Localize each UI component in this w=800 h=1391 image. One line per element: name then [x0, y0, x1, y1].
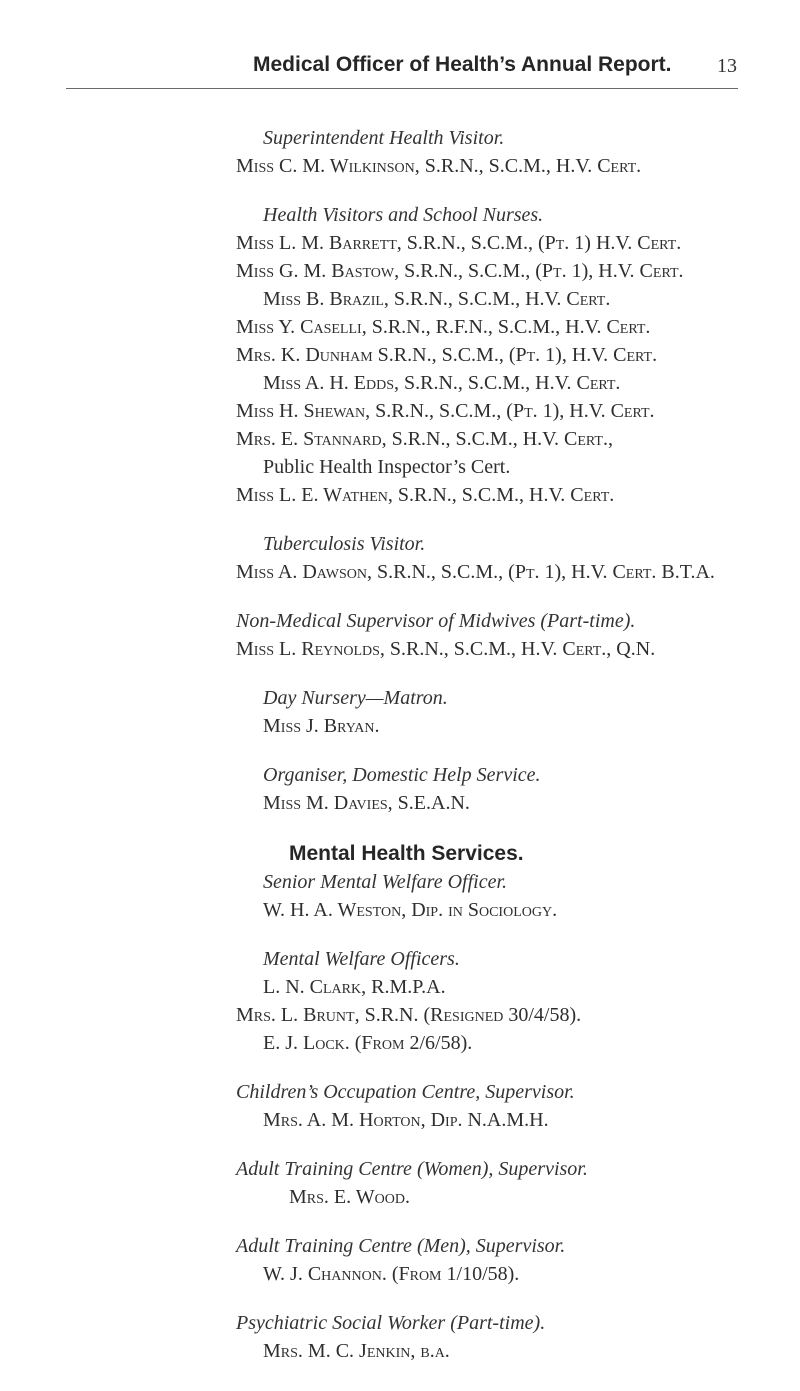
section-title-mwo: Mental Welfare Officers.: [263, 948, 460, 970]
header-rule: [66, 88, 738, 89]
staff-entry: Mrs. L. Brunt, S.R.N. (Resigned 30/4/58).: [236, 1004, 582, 1026]
section-title-domestic-help: Organiser, Domestic Help Service.: [263, 764, 541, 786]
staff-entry: Miss L. M. Barrett, S.R.N., S.C.M., (Pt. 1) H.V. Cert.: [236, 232, 682, 254]
section-title-day-nursery: Day Nursery—Matron.: [263, 687, 448, 709]
section-title-occupation-centre: Children’s Occupation Centre, Supervisor.: [236, 1081, 575, 1103]
staff-entry: Miss M. Davies, S.E.A.N.: [263, 792, 470, 814]
section-title-atc-men: Adult Training Centre (Men), Supervisor.: [236, 1235, 566, 1257]
staff-entry: W. H. A. Weston, Dip. in Sociology.: [263, 899, 558, 921]
staff-entry: L. N. Clark, R.M.P.A.: [263, 976, 446, 998]
section-title-superintendent: Superintendent Health Visitor.: [263, 127, 505, 149]
staff-entry: Mrs. E. Stannard, S.R.N., S.C.M., H.V. Cert.,: [236, 428, 613, 450]
staff-entry: Miss J. Bryan.: [263, 715, 380, 737]
staff-entry: Miss L. Reynolds, S.R.N., S.C.M., H.V. Cert., Q.N.: [236, 638, 656, 660]
staff-entry: Mrs. E. Wood.: [289, 1186, 410, 1208]
staff-entry: Miss B. Brazil, S.R.N., S.C.M., H.V. Cert.: [263, 288, 611, 310]
staff-entry: Miss Y. Caselli, S.R.N., R.F.N., S.C.M., H.V. Cert.: [236, 316, 651, 338]
section-title-health-visitors: Health Visitors and School Nurses.: [263, 204, 544, 226]
staff-entry: Miss C. M. Wilkinson, S.R.N., S.C.M., H.V. Cert.: [236, 155, 642, 177]
staff-entry: Miss G. M. Bastow, S.R.N., S.C.M., (Pt. 1), H.V. Cert.: [236, 260, 684, 282]
staff-entry: Mrs. A. M. Horton, Dip. N.A.M.H.: [263, 1109, 549, 1131]
staff-entry: Miss H. Shewan, S.R.N., S.C.M., (Pt. 1), H.V. Cert.: [236, 400, 655, 422]
page-header: [0, 0, 800, 90]
section-title-atc-women: Adult Training Centre (Women), Supervisor.: [236, 1158, 588, 1180]
section-title-senior-mwo: Senior Mental Welfare Officer.: [263, 871, 508, 893]
staff-entry: Miss A. Dawson, S.R.N., S.C.M., (Pt. 1), H.V. Cert. B.T.A.: [236, 561, 715, 583]
staff-entry: Miss A. H. Edds, S.R.N., S.C.M., H.V. Cert.: [263, 372, 621, 394]
section-title-midwives: Non-Medical Supervisor of Midwives (Part-time).: [236, 610, 636, 632]
running-title: Medical Officer of Health’s Annual Report.: [253, 53, 672, 76]
staff-entry: E. J. Lock. (From 2/6/58).: [263, 1032, 473, 1054]
staff-entry-continuation: Public Health Inspector’s Cert.: [263, 456, 511, 478]
staff-entry: Miss L. E. Wathen, S.R.N., S.C.M., H.V. Cert.: [236, 484, 615, 506]
staff-entry: W. J. Channon. (From 1/10/58).: [263, 1263, 520, 1285]
mental-health-heading: Mental Health Services.: [289, 842, 524, 865]
section-title-psw: Psychiatric Social Worker (Part-time).: [236, 1312, 546, 1334]
staff-entry: Mrs. M. C. Jenkin, b.a.: [263, 1340, 450, 1362]
section-title-tb-visitor: Tuberculosis Visitor.: [263, 533, 426, 555]
staff-entry: Mrs. K. Dunham S.R.N., S.C.M., (Pt. 1), H.V. Cert.: [236, 344, 658, 366]
page-number: 13: [717, 55, 737, 77]
